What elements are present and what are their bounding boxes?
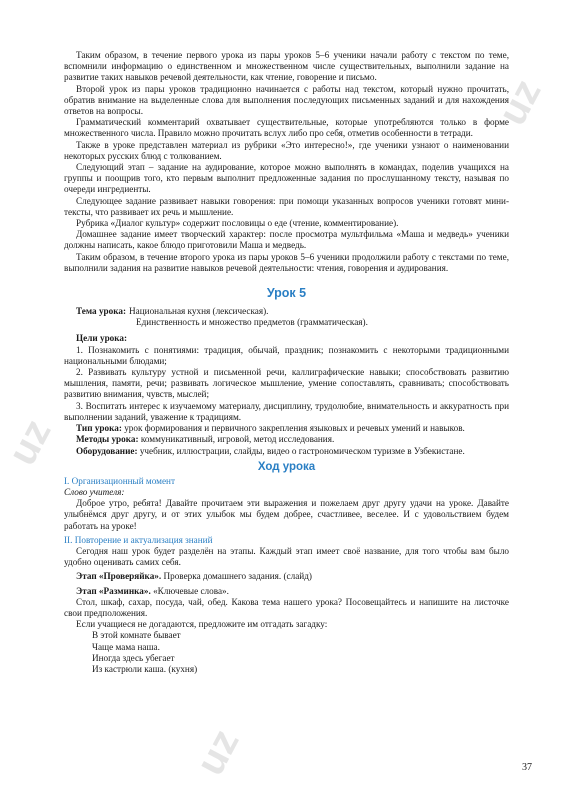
stage-warmup-label: Этап «Разминка». <box>76 585 151 596</box>
stage-check-label: Этап «Проверяйка». <box>76 571 162 582</box>
goal-item: 2. Развивать культуру устной и письменной речи, каллиграфические навыки; способствовать развитию мышления, памяти, речи; развивать логическое мышление, умение сопоставлять, сравнивать; способствовать развитию внимания, чувств, мыслей; <box>64 367 509 400</box>
riddle-intro: Если учащиеся не догадаются, предложите им отгадать загадку: <box>76 619 328 630</box>
riddle-line: Чаще мама наша. <box>92 641 160 652</box>
riddle-line: В этой комнате бывает <box>92 630 181 641</box>
teacher-speaker: Слово учителя: <box>64 486 125 497</box>
theme-line-2: Единственность и множество предметов (грамматическая). <box>136 317 368 328</box>
lesson-type-text: урок формирования и первичного закрепления языковых и речевых умений и навыков. <box>121 423 465 434</box>
stage-check-text: Проверка домашнего задания. (слайд) <box>161 571 312 582</box>
paragraph: Рубрика «Диалог культур» содержит пословицы о еде (чтение, комментирование). <box>76 218 399 229</box>
teacher-greeting: Доброе утро, ребята! Давайте прочитаем эти выражения и пожелаем друг другу удачи на уроке. Давайте улыбнёмся друг другу, и от этих улыбок мы будем добрее, счастливее, веселее. И с удовольствием будем работать на уроке! <box>64 498 509 531</box>
lesson-methods <box>64 434 509 445</box>
goals-list <box>64 345 509 423</box>
watermark: uz <box>187 722 248 783</box>
riddle-line: Из кастрюли каша. (кухня) <box>92 663 198 674</box>
section-heading: I. Организационный момент <box>64 475 175 486</box>
paragraph: Грамматический комментарий охватывает существительные, которые употребляются только в форме множественного числа. Правило можно прочитать вслух либо про себя, отметив особенности в тетради. <box>64 117 509 139</box>
theme-line-1: Национальная кухня (лексическая). <box>129 306 269 317</box>
paragraph: Следующее задание развивает навыки говорения: при помощи указанных вопросов ученики готовят мини-тексты, что развивает их речь и мышление. <box>64 195 509 217</box>
intro-paragraphs <box>64 50 509 274</box>
lesson-methods-label: Методы урока: <box>76 434 139 445</box>
goal-item: 1. Познакомить с понятиями: традиция, обычай, праздник; познакомить с некоторыми традиционными национальными блюдами; <box>64 344 509 366</box>
paragraph: Второй урок из пары уроков традиционно начинается с работы над текстом, который нужно прочитать, обратив внимание на выделенные слова для выполнения последующих письменных заданий и для нахождения ответов на вопросы. <box>64 83 509 117</box>
lesson-progress-title: Ход урока <box>257 460 316 473</box>
watermark: uz <box>0 412 60 473</box>
stage-check <box>64 571 509 582</box>
page-body <box>64 50 509 675</box>
paragraph: Домашнее задание имеет творческий характер: после просмотра мультфильма «Маша и медведь» ученики должны написать, какое блюдо приготовили Маша и медведь. <box>64 229 509 251</box>
page-number: 37 <box>522 762 532 773</box>
theme-label: Тема урока: <box>76 306 127 317</box>
goal-item: 3. Воспитать интерес к изучаемому материалу, дисциплину, трудолюбие, внимательность и аккуратность при выполнении заданий, уважение к традициям. <box>64 400 509 422</box>
paragraph: Сегодня наш урок будет разделён на этапы. Каждый этап имеет своё название, для того чтобы вам было удобно оценивать самих себя. <box>64 545 509 568</box>
paragraph: Таким образом, в течение первого урока из пары уроков 5–6 ученики начали работу с текстом по теме, вспомнили информацию о единственном и множественном числе существительных, выполнили задание на развитие таких навыков речевой деятельности, как чтение, говорение и письмо. <box>64 50 509 83</box>
lesson-type <box>64 423 509 434</box>
stage-warmup-text: «Ключевые слова». <box>150 585 229 596</box>
riddle <box>64 630 509 675</box>
stage-warmup <box>64 586 509 597</box>
paragraph: Также в уроке представлен материал из рубрики «Это интересно!», где ученики узнают о наименовании некоторых русских блюд с толкованием. <box>64 139 509 161</box>
paragraph: Следующий этап – задание на аудирование, которое можно выполнять в командах, поделив учащихся на группы и поощрив того, кто первым выполнит предложенные задания по прослушанному тексту, называя по очереди ингредиенты. <box>64 162 509 195</box>
watermark: uz <box>489 72 550 133</box>
riddle-line: Иногда здесь убегает <box>92 652 175 663</box>
lesson-equipment <box>64 446 509 457</box>
lesson-methods-text: коммуникативный, игровой, метод исследования. <box>138 434 335 445</box>
goals-heading: Цели урока: <box>76 333 128 344</box>
lesson-title: Урок 5 <box>266 286 307 301</box>
section-heading: II. Повторение и актуализация знаний <box>64 534 213 545</box>
keywords-paragraph: Стол, шкаф, сахар, посуда, чай, обед. Какова тема нашего урока? Посовещайтесь и напишите на листочке свои предположения. <box>64 596 509 618</box>
lesson-equipment-text: учебник, иллюстрации, слайды, видео о гастрономическом туризме в Узбекистане. <box>137 445 465 456</box>
paragraph: Таким образом, в течение второго урока из пары уроков 5–6 ученики продолжили работу с текстами по теме, выполнили задания на развитие навыков речевой деятельности: чтения, говорения и аудирования. <box>64 251 509 273</box>
lesson-equipment-label: Оборудование: <box>76 445 138 456</box>
lesson-type-label: Тип урока: <box>76 423 122 434</box>
lesson-theme <box>64 306 509 328</box>
